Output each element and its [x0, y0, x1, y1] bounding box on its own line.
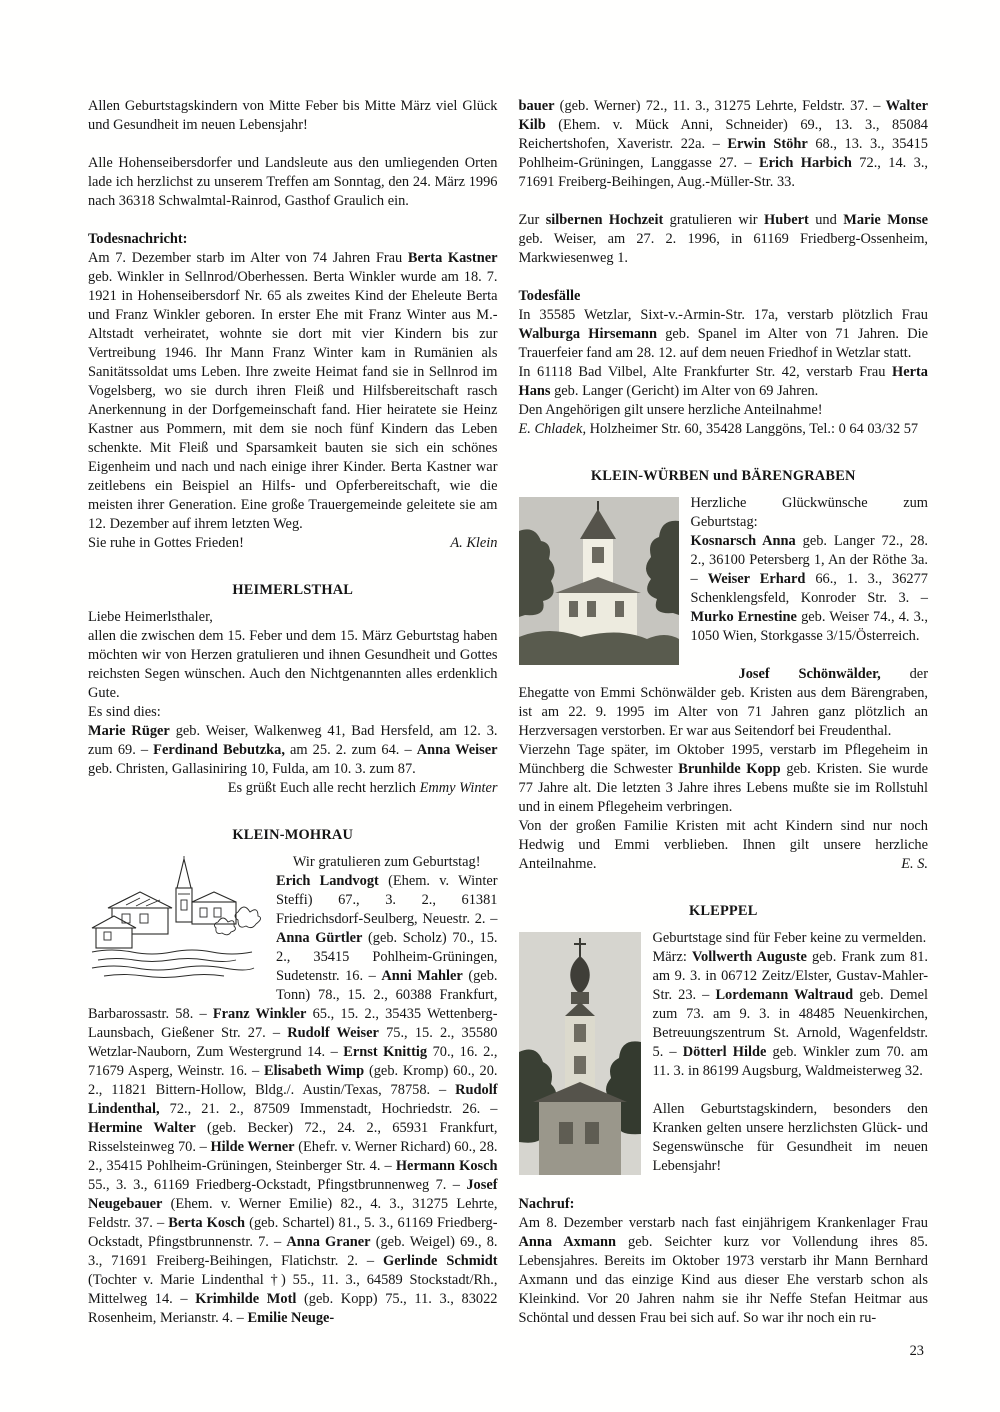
- kleppel-section: [519, 929, 929, 1176]
- kleppel-birthday-list: März: Vollwerth Auguste geb. Frank zum 81. am 9. 3. in 06712 Zeitz/Elster, Gustav-Mahler-Str. 23. – Lordemann Waltraud geb. Demel zum 73. am 9. 3. in 48485 Neuenkirchen, Betreuungszentrum St. Arnold, Wagenfeldstr. 5. – Dötterl Hilde geb. Winkler zum 70. am 11. 3. in 86199 Augsburg, Waldmeisterweg 32.: [652, 949, 929, 1079]
- kleppel-heading: KLEPPEL: [688, 903, 758, 919]
- todesfaelle-heading: Todesfälle: [518, 288, 581, 304]
- white-church-photo-graphic: [519, 497, 679, 665]
- heimerlsthal-heading: HEIMERLSTHAL: [232, 582, 354, 598]
- klein-wuerben-heading: KLEIN-WÜRBEN und BÄRENGRABEN: [590, 468, 856, 484]
- klein-mohrau-heading: KLEIN-MOHRAU: [232, 827, 354, 843]
- klein-wuerben-section: [519, 494, 929, 646]
- birthday-greeting-paragraph: Allen Geburtstagskindern von Mitte Feber bis Mitte März viel Glück und Gesundheit im neuen Lebensjahr!: [88, 98, 498, 133]
- klein-mohrau-birthday-list: Erich Landvogt (Ehem. v. Winter Steffi) 67., 3. 2., 61381 Friedrichsdorf-Seulberg, Neuestr. 2. – Anna Gürtler (geb. Scholz) 70., 15. 2., 35415 Pohlheim-Grüningen, Sudetenstr. 16. – Anni Mahler (geb. Tonn) 78., 15. 2., 60388 Frankfurt, Barbarossastr. 58. – Franz Winkler 65., 15. 2., 35435 Wettenberg-Launsbach, Gießener Str. 27. – Rudolf Weiser 75., 15. 2., 35580 Wetzlar-Nauborn, Zum Westergrund 14. – Ernst Knittig 70., 16. 2., 71679 Asperg, Weinstr. 16. – Elisabeth Wimp (geb. Kromp) 60., 20. 2., 11821 Bittern-Hollow, Bldg./. Austin/Texas, 78758. – Rudolf Lindenthal, 72., 21. 2., 87509 Immenstadt, Hochriedstr. 26. – Hermine Walter (geb. Becker) 72., 24. 2., 65931 Frankfurt, Risselsteinweg 70. – Hilde Werner (Ehefr. v. Werner Richard) 60., 28. 2., 35415 Pohlheim-Grüningen, Steinberger Str. 4. – Hermann Kosch 55., 3. 3., 61169 Friedberg-Ockstadt, Pfingstbrunnenweg 7. – Josef Neugebauer (Ehem. v. Werner Emilie) 82., 4. 3., 31275 Lehrte, Feldstr. 37. – Berta Kosch (geb. Schartel) 81., 5. 3., 61169 Friedberg-Ockstadt, Pfingstbrunnenstr. 7. – Anna Graner (geb. Weigel) 69., 8. 3., 71691 Freiberg-Beihingen, Flatichstr. 2. – Gerlinde Schmidt (Tochter v. Marie Lindenthal †) 55., 11. 3., 64589 Stockstadt/Rh., Mittelweg 14. – Krimhilde Motl (geb. Kopp) 75., 11. 3., 83022 Rosenheim, Merianstr. 4. – Emilie Neuge-: [88, 873, 498, 1326]
- schoenwaelder-obituary-paragraph: Josef Schönwälder, der Ehegatte von Emmi Schönwälder geb. Kristen aus dem Bärengraben, ist am 22. 9. 1995 im Alter von 71 Jahren ganz plötzlich an Herzversagen verstorben. Er war aus Seitendorf bei Freudenthal.: [518, 666, 928, 739]
- kleppel-onion-dome-church-photo: [519, 932, 641, 1175]
- signature-a-klein: A. Klein: [450, 535, 498, 551]
- klein-mohrau-list-continuation: bauer (geb. Werner) 72., 11. 3., 31275 Lehrte, Feldstr. 37. – Walter Kilb (Ehem. v. Mück Anni, Schneider) 69., 13. 3., 85084 Reichertshofen, Xaveristr. 22a. – Erwin Stöhr 68., 13. 3., 35415 Pohlheim-Grüningen, Langgasse 27. – Erich Harbich 72., 14. 3., 71691 Freiberg-Beihingen, Aug.-Müller-Str. 33.: [518, 98, 929, 190]
- signature-e-s: E. S.: [901, 856, 928, 872]
- nachruf-heading: Nachruf:: [518, 1196, 575, 1212]
- heimerlsthal-salutation: Liebe Heimerlsthaler,: [88, 609, 213, 625]
- silver-wedding-paragraph: Zur silbernen Hochzeit gratulieren wir Hubert und Marie Monse geb. Weiser, am 27. 2. 1996, in 61169 Friedberg-Ossenheim, Markwiesenweg 1.: [518, 212, 928, 266]
- klein-wuerben-church-photo: [519, 497, 679, 665]
- meeting-invitation-paragraph: Alle Hohenseibersdorfer und Landsleute aus den umliegenden Orten lade ich herzlichst zu unserem Treffen am Sonntag, den 24. März 1996 nach 36318 Schwalmtal-Rainrod, Gasthof Graulich ein.: [88, 155, 498, 209]
- todesfaelle-hans-paragraph: In 61118 Bad Vilbel, Alte Frankfurter Str. 42, verstarb Frau Herta Hans geb. Langer (Gericht) im Alter von 69 Jahren.: [518, 364, 928, 399]
- left-column: [88, 97, 498, 1328]
- heimerlsthal-birthday-list: Marie Rüger geb. Weiser, Walkenweg 41, Bad Hersfeld, am 12. 3. zum 69. – Ferdinand Bebutzka, am 25. 2. zum 64. – Anna Weiser geb. Christen, Gallasiniring 10, Fulda, am 10. 3. zum 87.: [88, 723, 498, 777]
- page-number: 23: [909, 1343, 924, 1359]
- onion-dome-church-photo-graphic: [519, 932, 641, 1175]
- klein-mohrau-intro: Wir gratulieren zum Geburtstag!: [292, 854, 481, 870]
- heimerlsthal-list-intro: Es sind dies:: [88, 704, 161, 720]
- klein-mohrau-village-sketch-image: [88, 856, 266, 984]
- kristen-family-block: [519, 817, 929, 874]
- nachruf-axmann-paragraph: Am 8. Dezember verstarb nach fast einjährigem Krankenlager Frau Anna Axmann geb. Seichter kurz vor Vollendung ihres 85. Lebensjahres. Bereits im Oktober 1973 verstarb ihr Mann Bernhard Axmann und das einzige Kind aus dieser Ehe verstarb schon als Kleinkind. Vor 20 Jahren nahm sie ihr Neffe Stefan Heitmar aus Schöntal und dessen Frau bei sich auf. So war ihr noch ein ru-: [518, 1215, 928, 1326]
- village-sketch-graphic: [88, 856, 266, 984]
- kopp-obituary-paragraph: Vierzehn Tage später, im Oktober 1995, verstarb im Pflegeheim in Münchberg die Schwester Brunhilde Kopp geb. Kristen. Sie wurde 77 Jahre alt. Die letzten 3 Jahre ihres Lebens mußte sie im Rollstuhl und in einem Pflegeheim verbringen.: [518, 742, 928, 815]
- todesfaelle-condolence-line: Den Angehörigen gilt unsere herzliche Anteilnahme!: [518, 402, 823, 418]
- obituary-kastner-paragraph: Am 7. Dezember starb im Alter von 74 Jahren Frau Berta Kastner geb. Winkler in Sellnrod/Oberhessen. Berta Winkler wurde am 18. 7. 1921 in Hohenseibersdorf Nr. 65 als zweites Kind der Eheleute Berta und Franz Winkler geboren. In erster Ehe mit Franz Winter aus M.-Altstadt verheiratet, wohnte sie dort mit vier Kindern bis zur Vertreibung 1946. Ihr Mann Franz Winter kam in Rumänien als Sanitätssoldat ums Leben. Ihre zweite Heimat fand sie in Sellnrod im Vogelsberg, wo sie durch ihren Fleiß und Hilfsbereitschaft rasch Anerkennung in der Dorfgemeinschaft fand. Hier heiratete sie Heinz Kastner aus Pommern, mit dem sie noch fünf Kindern das Leben schenkte. Mit Fleiß und Sparsamkeit bauten sie sich ein schönes Eigenheim und nach und nach einige ihrer Kinder. Berta Kastner war zeitlebens ein Beispiel an Hilfs- und Opferbereitschaft, wie die meisten ihrer Generation. Eine große Trauergemeinde geleitete sie am 12. Dezember auf ihrem letzten Weg.: [88, 250, 498, 532]
- klein-wuerben-birthday-list: Kosnarsch Anna geb. Langer 72., 28. 2., 36100 Petersberg 1, An der Röthe 3a. – Weiser Erhard 66., 1. 3., 36277 Schenklengsfeld, Konroder Str. 3. – Murko Ernestine geb. Weiser 74., 4. 3., 1050 Wien, Storkgasse 3/15/Österreich.: [690, 533, 929, 644]
- klein-wuerben-intro: Herzliche Glückwünsche zum Geburtstag:: [690, 495, 928, 530]
- heimerlsthal-greeting-line: Es grüßt Euch alle recht herzlich Emmy Winter: [227, 780, 498, 796]
- klein-mohrau-section: [88, 853, 498, 1328]
- rest-in-peace-text: Sie ruhe in Gottes Frieden!: [88, 535, 244, 551]
- todesfaelle-hirsemann-paragraph: In 35585 Wetzlar, Sixt-v.-Armin-Str. 17a, verstarb plötzlich Frau Walburga Hirsemann geb. Spanel im Alter von 71 Jahren. Die Trauerfeier fand am 28. 12. auf dem neuen Friedhof in Wetzlar statt.: [518, 307, 928, 361]
- kleppel-no-feber-paragraph: Geburtstage sind für Feber keine zu vermelden.: [652, 930, 927, 946]
- rest-in-peace-line: [88, 534, 498, 553]
- todesnachricht-heading: Todesnachricht:: [88, 231, 188, 247]
- kristen-family-paragraph: Von der großen Familie Kristen mit acht Kindern sind nur noch Hedwig und Emmi verblieben. Ihnen gilt unsere herzliche Anteilnahme.: [518, 818, 928, 872]
- heimerlsthal-body: allen die zwischen dem 15. Feber und dem 15. März Geburtstag haben möchten wir von Herzen gratulieren und ihnen Gesundheit und Gottes reichsten Segen wünschen. Auch den Nichtgenannten alles erdenklich Gute.: [88, 628, 498, 701]
- kleppel-wishes-paragraph: Allen Geburtstagskindern, besonders den Kranken gelten unsere herzlichsten Glück- und Segenswünsche für Gesundheit im neuen Lebensjahr!: [652, 1101, 928, 1174]
- contact-line: E. Chladek, Holzheimer Str. 60, 35428 Langgöns, Tel.: 0 64 03/32 57: [518, 421, 919, 437]
- right-column: [519, 97, 929, 1328]
